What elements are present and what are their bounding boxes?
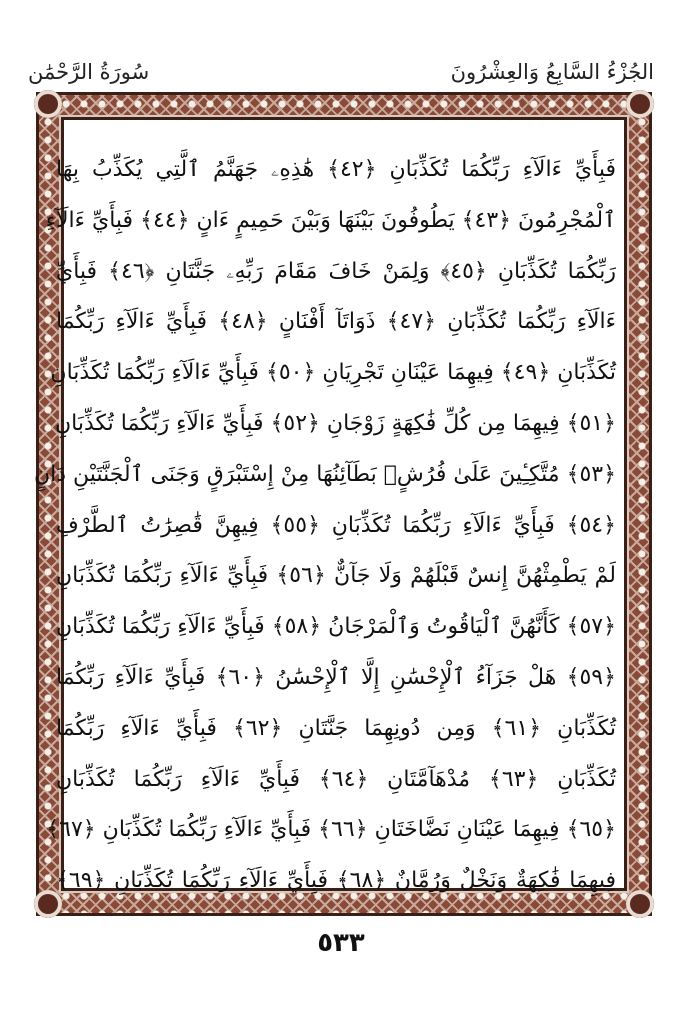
text-line: ﴿٥١﴾ فِيهِمَا مِن كُلِّ فَٰكِهَةٍ زَوْجَانِ ﴿٥٢﴾ فَبِأَيِّ ءَالَآءِ رَبِّكُمَا تُكَذِّبَانِ xyxy=(54,410,616,436)
verse-text-block xyxy=(34,145,617,907)
text-line: فِيهِمَا فَٰكِهَةٌ وَنَخْلٌ وَرُمَّانٌ ﴿٦٨﴾ فَبِأَيِّ ءَالَآءِ رَبِّكُمَا تُكَذِّبَانِ ﴿٦٩﴾ xyxy=(56,868,617,894)
text-line: ﴿٦٥﴾ فِيهِمَا عَيْنَانِ نَضَّاخَتَانِ ﴿٦٦﴾ فَبِأَيِّ ءَالَآءِ رَبِّكُمَا تُكَذِّبَانِ ﴿٦٧﴾ xyxy=(46,817,616,843)
page-number: ٥٣٣ xyxy=(317,928,365,958)
text-line: ﴿٥٣﴾ مُتَّكِـِٔينَ عَلَىٰ فُرُشٍۭ بَطَآئِنُهَا مِنْ إِسْتَبْرَقٍ وَجَنَى ٱلْجَنَّتَيْنِ دَانٍ xyxy=(34,461,616,487)
corner-ornament-icon xyxy=(34,90,62,118)
corner-ornament-icon xyxy=(626,90,654,118)
text-line: فَبِأَيِّ ءَالَآءِ رَبِّكُمَا تُكَذِّبَانِ ﴿٤٢﴾ هَٰذِهِۦ جَهَنَّمُ ٱلَّتِي يُكَذِّبُ بِهَا xyxy=(56,157,616,182)
text-line: لَمْ يَطْمِثْهُنَّ إِنسٌ قَبْلَهُمْ وَلَا جَآنٌّ ﴿٥٦﴾ فَبِأَيِّ ءَالَآءِ رَبِّكُمَا تُكَذِّبَانِ xyxy=(56,563,616,589)
text-line: تُكَذِّبَانِ ﴿٤٩﴾ فِيهِمَا عَيْنَانِ تَجْرِيَانِ ﴿٥٠﴾ فَبِأَيِّ ءَالَآءِ رَبِّكُمَا تُكَذِّبَانِ xyxy=(50,360,616,386)
text-line: ﴿٥٩﴾ هَلْ جَزَآءُ ٱلْإِحْسَٰنِ إِلَّا ٱلْإِحْسَٰنُ ﴿٦٠﴾ فَبِأَيِّ ءَالَآءِ رَبِّكُمَا xyxy=(56,664,616,690)
text-line: ﴿٥٧﴾ كَأَنَّهُنَّ ٱلْيَاقُوتُ وَٱلْمَرْجَانُ ﴿٥٨﴾ فَبِأَيِّ ءَالَآءِ رَبِّكُمَا تُكَذِّبَانِ xyxy=(56,614,616,640)
text-line: ﴿٥٤﴾ فَبِأَيِّ ءَالَآءِ رَبِّكُمَا تُكَذِّبَانِ ﴿٥٥﴾ فِيهِنَّ قَٰصِرَٰتُ ٱلطَّرْفِ xyxy=(56,512,616,538)
text-line: رَبِّكُمَا تُكَذِّبَانِ ﴿٤٥﴾ وَلِمَنْ خَافَ مَقَامَ رَبِّهِۦ جَنَّتَانِ ﴿٤٦﴾ فَبِأَيِّ xyxy=(56,258,617,284)
text-line: تُكَذِّبَانِ ﴿٦٣﴾ مُدْهَآمَّتَانِ ﴿٦٤﴾ فَبِأَيِّ ءَالَآءِ رَبِّكُمَا تُكَذِّبَانِ xyxy=(56,766,617,792)
text-line: تُكَذِّبَانِ ﴿٦١﴾ وَمِن دُونِهِمَا جَنَّتَانِ ﴿٦٢﴾ فَبِأَيِّ ءَالَآءِ رَبِّكُمَا xyxy=(56,715,616,741)
text-line: ٱلْمُجْرِمُونَ ﴿٤٣﴾ يَطُوفُونَ بَيْنَهَا وَبَيْنَ حَمِيمٍ ءَانٍ ﴿٤٤﴾ فَبِأَيِّ ءَالَآءِ xyxy=(45,207,616,233)
corner-ornament-icon xyxy=(626,890,654,918)
page-header xyxy=(28,54,654,94)
juz-title: الجُزْءُ السَّابِعُ وَالعِشْرُونَ xyxy=(450,60,654,84)
text-line: ءَالَآءِ رَبِّكُمَا تُكَذِّبَانِ ﴿٤٧﴾ ذَوَاتَآ أَفْنَانٍ ﴿٤٨﴾ فَبِأَيِّ ءَالَآءِ رَبِّكُمَا xyxy=(56,309,616,335)
surah-title: سُورَةُ الرَّحْمَٰن xyxy=(28,60,150,84)
